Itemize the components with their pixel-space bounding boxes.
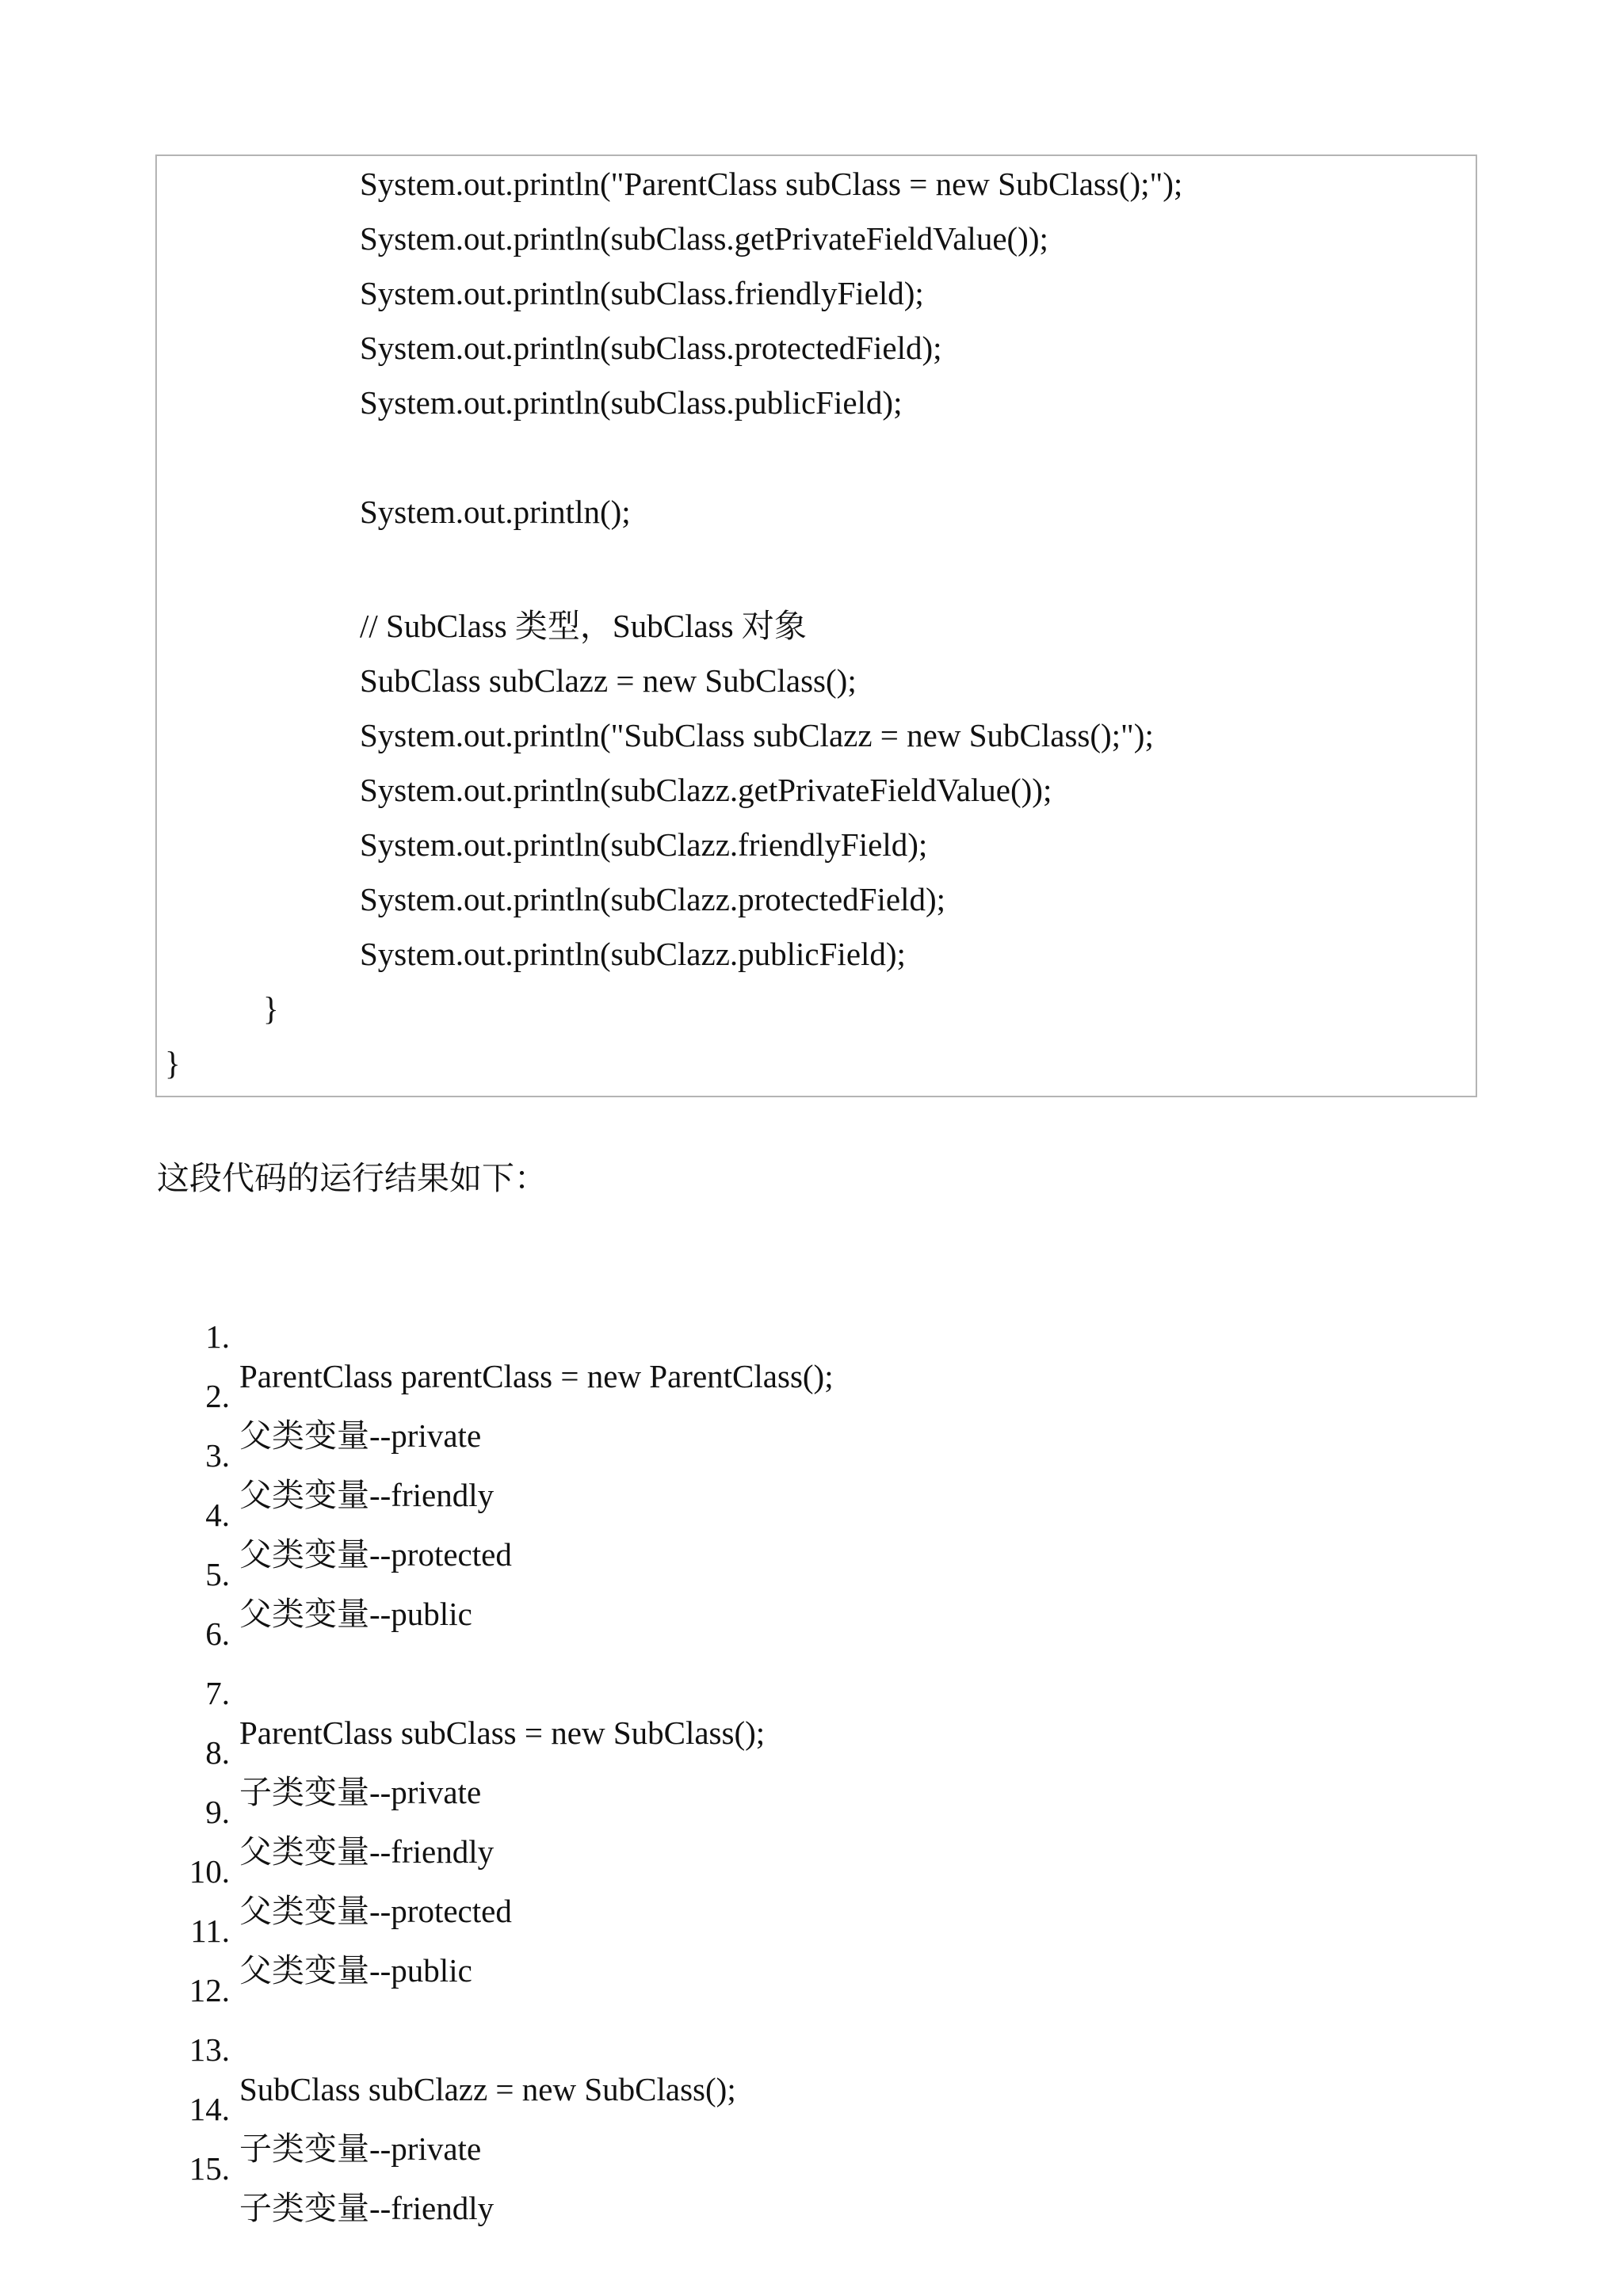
code-line: System.out.println(subClass.publicField);: [360, 384, 903, 421]
closing-brace: }: [165, 1045, 181, 1081]
code-line: System.out.println(subClass.getPrivateFieldValue());: [360, 220, 1048, 257]
list-text: 子类变量--friendly: [239, 2190, 495, 2226]
code-line: SubClass subClazz = new SubClass();: [360, 662, 857, 699]
list-number: 3.: [205, 1437, 230, 1474]
list-text: 父类变量--friendly: [239, 1833, 495, 1870]
list-text: 父类变量--protected: [239, 1536, 512, 1573]
list-number: 6.: [205, 1615, 230, 1652]
list-text: ParentClass parentClass = new ParentClass();: [239, 1358, 834, 1394]
list-number: 10.: [189, 1853, 230, 1890]
code-line: System.out.println(subClazz.friendlyField);: [360, 826, 928, 863]
result-intro: 这段代码的运行结果如下：: [157, 1160, 547, 1196]
list-text: 父类变量--private: [239, 1417, 482, 1454]
list-text: 父类变量--protected: [239, 1893, 512, 1929]
list-text: 父类变量--friendly: [239, 1477, 495, 1513]
list-text: 子类变量--private: [239, 2130, 482, 2167]
list-number: 8.: [205, 1734, 230, 1771]
code-line: System.out.println(subClass.friendlyField);: [360, 275, 924, 311]
list-number: 13.: [189, 2031, 230, 2068]
code-line: System.out.println(subClass.protectedField);: [360, 330, 942, 366]
list-number: 4.: [205, 1497, 230, 1533]
list-number: 7.: [205, 1675, 230, 1711]
list-number: 14.: [189, 2091, 230, 2127]
list-number: 12.: [189, 1972, 230, 2008]
list-number: 2.: [205, 1378, 230, 1414]
list-number: 1.: [205, 1318, 230, 1355]
list-number: 15.: [189, 2150, 230, 2187]
list-text: 父类变量--public: [239, 1596, 472, 1632]
code-line: System.out.println(subClazz.protectedField);: [360, 881, 946, 917]
code-line: System.out.println();: [360, 494, 631, 530]
list-text: 父类变量--public: [239, 1952, 472, 1989]
list-number: 5.: [205, 1556, 230, 1592]
list-text: 子类变量--private: [239, 1774, 482, 1810]
code-line: System.out.println("ParentClass subClass = new SubClass();");: [360, 166, 1183, 202]
list-text: ParentClass subClass = new SubClass();: [239, 1714, 766, 1751]
list-number: 11.: [190, 1913, 230, 1949]
code-block: [155, 154, 1477, 1097]
list-number: 9.: [205, 1794, 230, 1830]
closing-brace: }: [263, 990, 279, 1027]
code-line: System.out.println(subClazz.getPrivateFieldValue());: [360, 772, 1052, 808]
code-comment: // SubClass 类型，SubClass 对象: [360, 608, 807, 644]
code-line: System.out.println("SubClass subClazz = new SubClass();");: [360, 717, 1154, 753]
list-text: SubClass subClazz = new SubClass();: [239, 2071, 736, 2107]
list-item: [143, 2109, 1411, 2267]
code-line: System.out.println(subClazz.publicField);: [360, 936, 906, 972]
